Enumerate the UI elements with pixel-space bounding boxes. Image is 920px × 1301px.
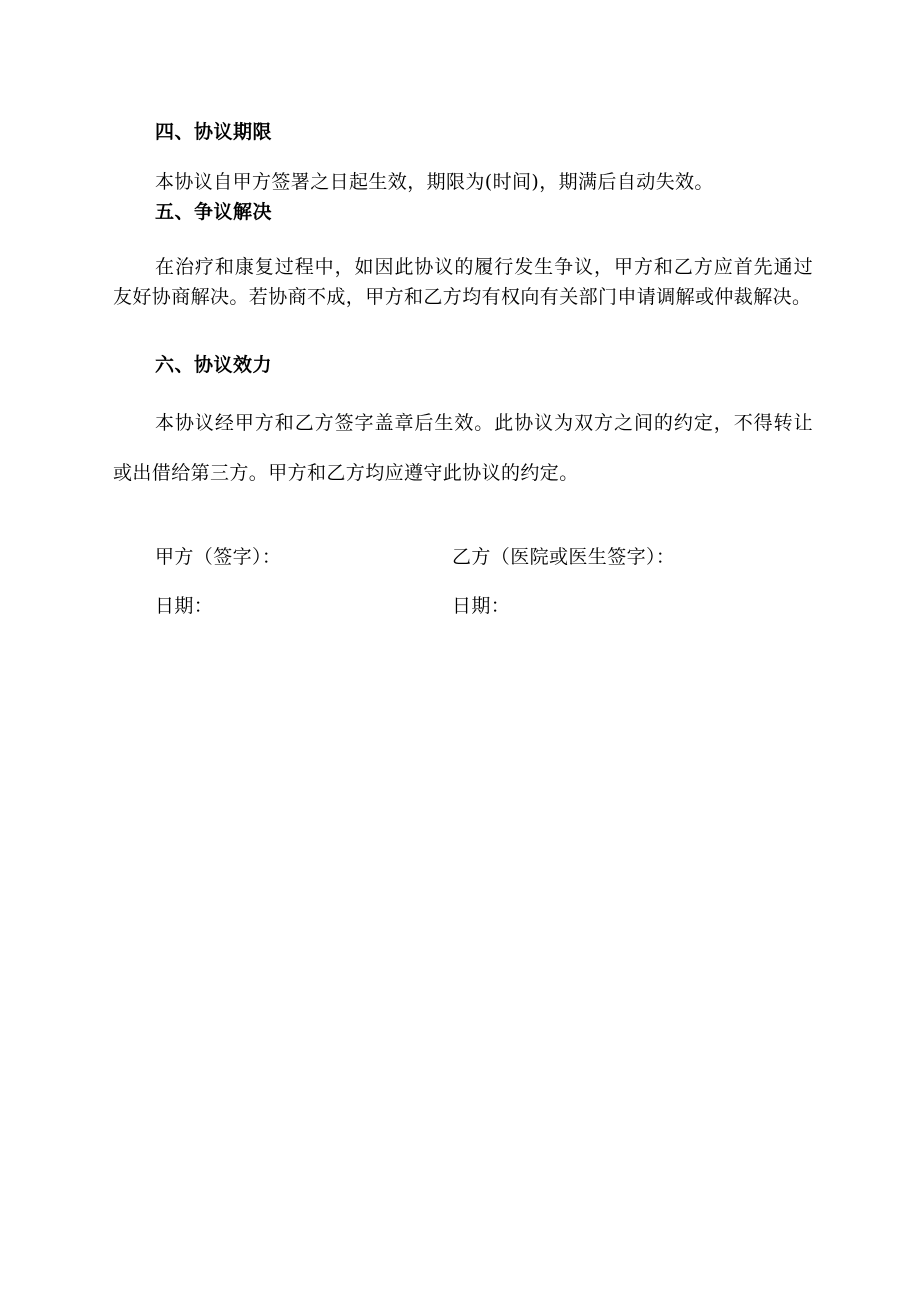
section-body-validity: 本协议经甲方和乙方签字盖章后生效。此协议为双方之间的约定，不得转让或出借给第三方。甲方和乙方均应遵守此协议的约定。	[113, 412, 813, 484]
section-heading-term: 四、协议期限	[155, 121, 273, 143]
party-b-date-label: 日期：	[452, 595, 511, 617]
section-heading-validity: 六、协议效力	[155, 354, 273, 376]
section-heading-dispute: 五、争议解决	[155, 201, 273, 223]
party-a-date-label: 日期：	[155, 595, 214, 617]
section-body-term: 本协议自甲方签署之日起生效，期限为(时间)，期满后自动失效。	[155, 171, 714, 193]
party-b-signature-label: 乙方（医院或医生签字）：	[452, 546, 676, 568]
party-a-signature-label: 甲方（签字）：	[155, 546, 282, 568]
section-body-dispute: 在治疗和康复过程中，如因此协议的履行发生争议，甲方和乙方应首先通过友好协商解决。若协商不成，甲方和乙方均有权向有关部门申请调解或仲裁解决。	[113, 256, 813, 308]
